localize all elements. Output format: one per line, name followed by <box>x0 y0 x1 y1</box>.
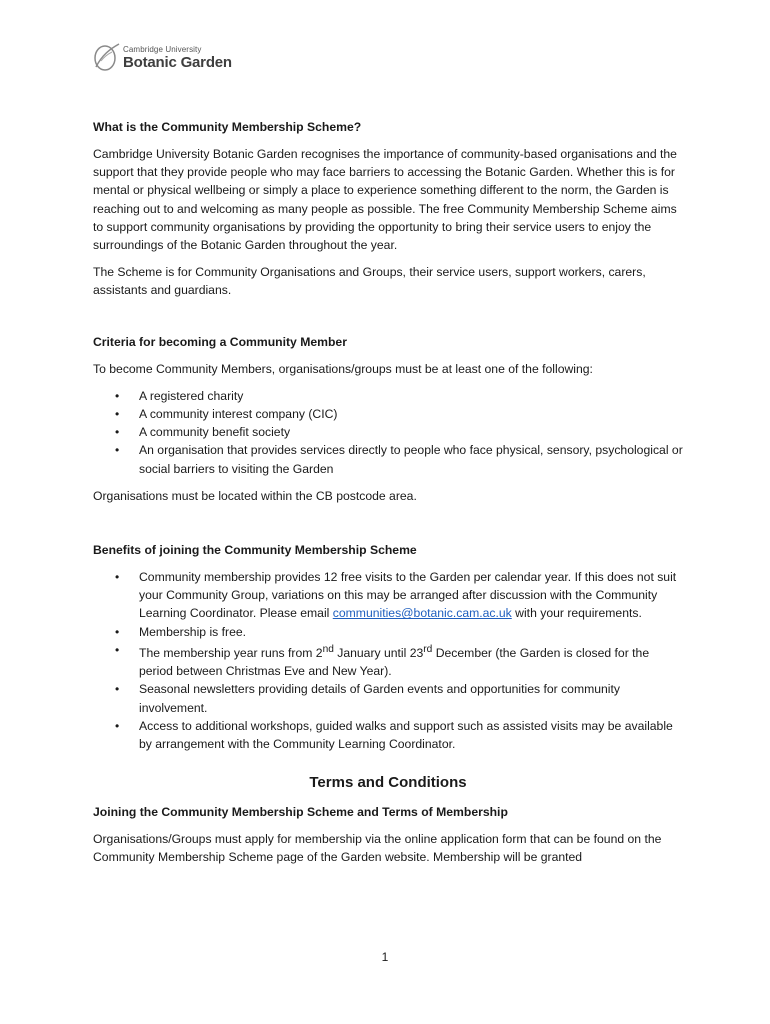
paragraph-joining: Organisations/Groups must apply for membership via the online application form that can be found on the Community Membership Scheme page of the Garden website. Membership will be granted <box>93 832 662 865</box>
bullet-icon: • <box>115 642 120 657</box>
bullet-icon: • <box>115 407 120 422</box>
list-item: • Membership is free. <box>93 623 683 641</box>
list-item: • Seasonal newsletters providing details of Garden events and opportunities for community involvement. <box>115 682 620 715</box>
list-item: • Access to additional workshops, guided walks and support such as assisted visits may be available by arrangement with the Community Learning Coordinator. <box>115 718 673 751</box>
section-heading-criteria: Criteria for becoming a Community Member <box>93 334 347 349</box>
document-body <box>93 118 683 876</box>
section-heading-joining: Joining the Community Membership Scheme and Terms of Membership <box>93 805 508 820</box>
bullet-icon: • <box>115 718 120 733</box>
bullet-icon: • <box>115 570 120 585</box>
paragraph-postcode: Organisations must be located within the CB postcode area. <box>93 488 417 503</box>
list-item: • The membership year runs from 2nd January until 23rd December (the Garden is closed for the period between Christmas Eve and New Year). <box>115 642 650 679</box>
bullet-icon: • <box>115 425 120 440</box>
list-item: • A community interest company (CIC) <box>93 405 683 423</box>
bullet-icon: • <box>115 388 120 403</box>
bullet-icon: • <box>115 443 120 458</box>
list-item: • Community membership provides 12 free visits to the Garden per calendar year. If this does not suit your Community Group, variations on this may be arranged after discussion with the Community Learning Coordinator. Please email communities@botanic.cam.ac.uk with your requirements. <box>115 570 677 621</box>
bullet-icon: • <box>115 682 120 697</box>
list-item: • A registered charity <box>93 387 683 405</box>
paragraph-criteria-intro: To become Community Members, organisations/groups must be at least one of the following: <box>93 361 593 376</box>
section-heading-what-is: What is the Community Membership Scheme? <box>93 120 362 134</box>
leaf-logo-icon <box>92 41 122 73</box>
botanic-garden-logo <box>92 41 242 73</box>
bullet-icon: • <box>115 624 120 639</box>
logo-university-text: Cambridge University <box>123 45 202 54</box>
paragraph-scheme-for: The Scheme is for Community Organisations and Groups, their service users, support workers, carers, assistants and guardians. <box>93 265 646 298</box>
email-link[interactable]: communities@botanic.cam.ac.uk <box>332 606 512 621</box>
list-item: • An organisation that provides services directly to people who face physical, sensory, psychological or social barriers to visiting the Garden <box>115 443 683 476</box>
page-number: 1 <box>381 950 389 964</box>
terms-title: Terms and Conditions <box>309 774 467 792</box>
section-heading-benefits: Benefits of joining the Community Membership Scheme <box>93 543 417 558</box>
paragraph-intro: Cambridge University Botanic Garden recognises the importance of community-based organisations and the support that they provide people who may face barriers to accessing the Botanic Garden. Whether this is for mental or physical wellbeing or simply a place to experience something different to the norm, the Garden is reaching out to and welcoming as many people as possible. The free Community Membership Scheme aims to support community organisations by providing the opportunity to bring their service users to enjoy the surroundings of the Botanic Garden throughout the year. <box>93 147 677 253</box>
list-item: • A community benefit society <box>93 423 683 441</box>
criteria-list <box>93 387 683 478</box>
logo-garden-text: Botanic Garden <box>123 54 232 71</box>
benefits-list <box>93 568 683 753</box>
